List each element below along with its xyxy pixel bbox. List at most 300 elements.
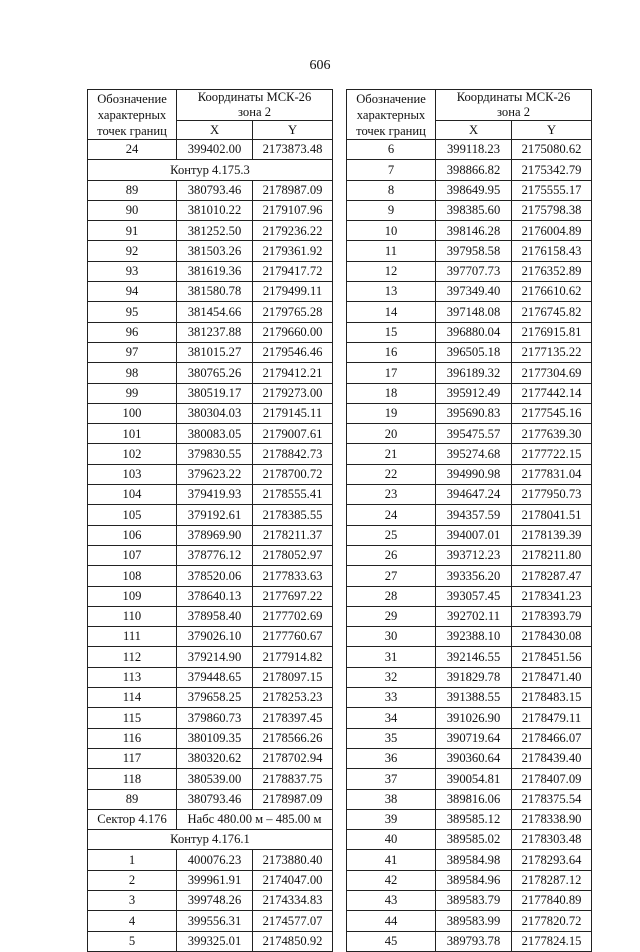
point-number-cell: 110 bbox=[88, 606, 177, 626]
x-coordinate-cell: 379448.65 bbox=[177, 667, 253, 687]
x-coordinate-cell: 390719.64 bbox=[436, 728, 512, 748]
table-row bbox=[347, 545, 592, 565]
table-row bbox=[347, 180, 592, 200]
y-coordinate-cell: 2177833.63 bbox=[253, 566, 333, 586]
y-coordinate-cell: 2178566.26 bbox=[253, 728, 333, 748]
header-line: характерных bbox=[356, 107, 426, 122]
coords-column-header bbox=[436, 90, 592, 121]
point-number-cell: 30 bbox=[347, 627, 436, 647]
table-row bbox=[347, 403, 592, 423]
y-coordinate-cell: 2178211.80 bbox=[512, 545, 592, 565]
x-coordinate-cell: 379658.25 bbox=[177, 688, 253, 708]
table-row bbox=[347, 485, 592, 505]
table-row bbox=[88, 180, 333, 200]
table-row bbox=[347, 830, 592, 850]
y-coordinate-cell: 2174850.92 bbox=[253, 931, 333, 951]
x-coordinate-cell: 389584.98 bbox=[436, 850, 512, 870]
y-coordinate-cell: 2178555.41 bbox=[253, 485, 333, 505]
x-coordinate-cell: 379026.10 bbox=[177, 627, 253, 647]
table-row bbox=[88, 383, 333, 403]
y-coordinate-cell: 2178303.48 bbox=[512, 830, 592, 850]
y-coordinate-cell: 2178471.40 bbox=[512, 667, 592, 687]
point-number-cell: 11 bbox=[347, 241, 436, 261]
y-coordinate-cell: 2178139.39 bbox=[512, 525, 592, 545]
y-coordinate-cell: 2176915.81 bbox=[512, 322, 592, 342]
y-coordinate-cell: 2178341.23 bbox=[512, 586, 592, 606]
table-row bbox=[88, 708, 333, 728]
x-column-header: X bbox=[436, 121, 512, 140]
point-number-cell: 19 bbox=[347, 403, 436, 423]
y-coordinate-cell: 2178702.94 bbox=[253, 748, 333, 768]
y-coordinate-cell: 2178385.55 bbox=[253, 505, 333, 525]
x-coordinate-cell: 398385.60 bbox=[436, 200, 512, 220]
point-number-cell: 12 bbox=[347, 261, 436, 281]
table-row bbox=[347, 870, 592, 890]
table-row bbox=[347, 728, 592, 748]
point-number-cell: 2 bbox=[88, 870, 177, 890]
y-coordinate-cell: 2178987.09 bbox=[253, 789, 333, 809]
table-row bbox=[347, 931, 592, 951]
table-row bbox=[88, 789, 333, 809]
y-coordinate-cell: 2177722.15 bbox=[512, 444, 592, 464]
point-number-cell: 94 bbox=[88, 282, 177, 302]
y-coordinate-cell: 2178479.11 bbox=[512, 708, 592, 728]
point-number-cell: 115 bbox=[88, 708, 177, 728]
point-number-cell: 114 bbox=[88, 688, 177, 708]
x-coordinate-cell: 389583.79 bbox=[436, 890, 512, 910]
x-coordinate-cell: 379419.93 bbox=[177, 485, 253, 505]
point-number-cell: 25 bbox=[347, 525, 436, 545]
y-coordinate-cell: 2177840.89 bbox=[512, 890, 592, 910]
x-coordinate-cell: 399748.26 bbox=[177, 890, 253, 910]
y-coordinate-cell: 2176004.89 bbox=[512, 221, 592, 241]
y-coordinate-cell: 2177950.73 bbox=[512, 485, 592, 505]
header-line: зона 2 bbox=[238, 105, 271, 119]
x-coordinate-cell: 379192.61 bbox=[177, 505, 253, 525]
x-coordinate-cell: 399402.00 bbox=[177, 140, 253, 160]
y-coordinate-cell: 2178700.72 bbox=[253, 464, 333, 484]
table-row bbox=[88, 505, 333, 525]
x-coordinate-cell: 392388.10 bbox=[436, 627, 512, 647]
y-coordinate-cell: 2173873.48 bbox=[253, 140, 333, 160]
header-line: зона 2 bbox=[497, 105, 530, 119]
table-row bbox=[88, 464, 333, 484]
y-coordinate-cell: 2175555.17 bbox=[512, 180, 592, 200]
point-number-cell: 92 bbox=[88, 241, 177, 261]
point-number-cell: 21 bbox=[347, 444, 436, 464]
x-coordinate-cell: 394357.59 bbox=[436, 505, 512, 525]
point-number-cell: 13 bbox=[347, 282, 436, 302]
table-row bbox=[347, 769, 592, 789]
table-row bbox=[88, 444, 333, 464]
table-row bbox=[347, 200, 592, 220]
table-row bbox=[347, 525, 592, 545]
sector-label: Сектор 4.176 bbox=[88, 809, 177, 829]
x-coordinate-cell: 393356.20 bbox=[436, 566, 512, 586]
header-line: Координаты МСК-26 bbox=[197, 90, 312, 104]
point-number-cell: 37 bbox=[347, 769, 436, 789]
y-coordinate-cell: 2175342.79 bbox=[512, 160, 592, 180]
y-coordinate-cell: 2174334.83 bbox=[253, 890, 333, 910]
point-number-cell: 90 bbox=[88, 200, 177, 220]
x-coordinate-cell: 399961.91 bbox=[177, 870, 253, 890]
table-row bbox=[88, 606, 333, 626]
coordinates-table-right bbox=[346, 89, 592, 952]
y-coordinate-cell: 2176352.89 bbox=[512, 261, 592, 281]
x-coordinate-cell: 397707.73 bbox=[436, 261, 512, 281]
y-coordinate-cell: 2177824.15 bbox=[512, 931, 592, 951]
point-number-cell: 14 bbox=[347, 302, 436, 322]
point-number-cell: 27 bbox=[347, 566, 436, 586]
x-coordinate-cell: 381237.88 bbox=[177, 322, 253, 342]
point-number-cell: 42 bbox=[347, 870, 436, 890]
x-coordinate-cell: 398649.95 bbox=[436, 180, 512, 200]
y-coordinate-cell: 2179107.96 bbox=[253, 200, 333, 220]
table-row bbox=[347, 160, 592, 180]
x-coordinate-cell: 399556.31 bbox=[177, 911, 253, 931]
table-row bbox=[88, 566, 333, 586]
point-column-header bbox=[347, 90, 436, 140]
x-coordinate-cell: 380793.46 bbox=[177, 180, 253, 200]
x-coordinate-cell: 393712.23 bbox=[436, 545, 512, 565]
x-coordinate-cell: 396505.18 bbox=[436, 342, 512, 362]
table-row bbox=[88, 140, 333, 160]
x-coordinate-cell: 380539.00 bbox=[177, 769, 253, 789]
table-row bbox=[88, 525, 333, 545]
x-coordinate-cell: 399325.01 bbox=[177, 931, 253, 951]
table-row bbox=[88, 647, 333, 667]
point-number-cell: 89 bbox=[88, 180, 177, 200]
point-number-cell: 24 bbox=[347, 505, 436, 525]
point-number-cell: 105 bbox=[88, 505, 177, 525]
point-number-cell: 16 bbox=[347, 342, 436, 362]
sector-height-range: Набс 480.00 м – 485.00 м bbox=[177, 809, 333, 829]
x-coordinate-cell: 380304.03 bbox=[177, 403, 253, 423]
contour-row bbox=[88, 830, 333, 850]
y-coordinate-cell: 2179660.00 bbox=[253, 322, 333, 342]
x-coordinate-cell: 379860.73 bbox=[177, 708, 253, 728]
point-number-cell: 117 bbox=[88, 748, 177, 768]
table-row bbox=[88, 485, 333, 505]
point-number-cell: 106 bbox=[88, 525, 177, 545]
y-column-header: Y bbox=[512, 121, 592, 140]
table-row bbox=[88, 667, 333, 687]
y-coordinate-cell: 2179546.46 bbox=[253, 342, 333, 362]
table-row bbox=[88, 545, 333, 565]
y-coordinate-cell: 2177831.04 bbox=[512, 464, 592, 484]
x-coordinate-cell: 389583.99 bbox=[436, 911, 512, 931]
table-row bbox=[347, 688, 592, 708]
header-line: Координаты МСК-26 bbox=[456, 90, 571, 104]
table-row bbox=[88, 748, 333, 768]
point-number-cell: 28 bbox=[347, 586, 436, 606]
x-coordinate-cell: 394990.98 bbox=[436, 464, 512, 484]
x-coordinate-cell: 396189.32 bbox=[436, 363, 512, 383]
x-coordinate-cell: 391829.78 bbox=[436, 667, 512, 687]
header-line: точек границ bbox=[356, 123, 426, 138]
table-row bbox=[347, 241, 592, 261]
point-number-cell: 4 bbox=[88, 911, 177, 931]
point-number-cell: 116 bbox=[88, 728, 177, 748]
x-coordinate-cell: 389793.78 bbox=[436, 931, 512, 951]
x-coordinate-cell: 381454.66 bbox=[177, 302, 253, 322]
x-coordinate-cell: 391026.90 bbox=[436, 708, 512, 728]
table-row bbox=[88, 890, 333, 910]
y-coordinate-cell: 2178041.51 bbox=[512, 505, 592, 525]
y-coordinate-cell: 2178837.75 bbox=[253, 769, 333, 789]
table-row bbox=[347, 302, 592, 322]
y-coordinate-cell: 2178466.07 bbox=[512, 728, 592, 748]
table-row bbox=[347, 890, 592, 910]
point-number-cell: 31 bbox=[347, 647, 436, 667]
y-coordinate-cell: 2177760.67 bbox=[253, 627, 333, 647]
point-number-cell: 107 bbox=[88, 545, 177, 565]
point-number-cell: 96 bbox=[88, 322, 177, 342]
x-coordinate-cell: 397148.08 bbox=[436, 302, 512, 322]
x-coordinate-cell: 389585.12 bbox=[436, 809, 512, 829]
x-coordinate-cell: 378520.06 bbox=[177, 566, 253, 586]
y-coordinate-cell: 2178052.97 bbox=[253, 545, 333, 565]
point-number-cell: 1 bbox=[88, 850, 177, 870]
x-coordinate-cell: 397349.40 bbox=[436, 282, 512, 302]
header-line: характерных bbox=[97, 107, 167, 122]
y-coordinate-cell: 2179145.11 bbox=[253, 403, 333, 423]
point-number-cell: 33 bbox=[347, 688, 436, 708]
point-number-cell: 24 bbox=[88, 140, 177, 160]
table-row bbox=[347, 363, 592, 383]
x-coordinate-cell: 398146.28 bbox=[436, 221, 512, 241]
y-coordinate-cell: 2176158.43 bbox=[512, 241, 592, 261]
x-coordinate-cell: 380109.35 bbox=[177, 728, 253, 748]
table-row bbox=[88, 282, 333, 302]
x-coordinate-cell: 381580.78 bbox=[177, 282, 253, 302]
x-coordinate-cell: 381015.27 bbox=[177, 342, 253, 362]
table-row bbox=[347, 586, 592, 606]
table-row bbox=[88, 342, 333, 362]
y-coordinate-cell: 2177135.22 bbox=[512, 342, 592, 362]
table-row bbox=[347, 789, 592, 809]
table-row bbox=[88, 403, 333, 423]
table-row bbox=[347, 221, 592, 241]
table-row bbox=[88, 627, 333, 647]
y-coordinate-cell: 2178483.15 bbox=[512, 688, 592, 708]
contour-row bbox=[88, 160, 333, 180]
header-line: Обозначение bbox=[356, 91, 426, 106]
table-row bbox=[88, 200, 333, 220]
y-column-header: Y bbox=[253, 121, 333, 140]
x-coordinate-cell: 392146.55 bbox=[436, 647, 512, 667]
y-coordinate-cell: 2177304.69 bbox=[512, 363, 592, 383]
y-coordinate-cell: 2173880.40 bbox=[253, 850, 333, 870]
table-row bbox=[347, 505, 592, 525]
x-coordinate-cell: 394007.01 bbox=[436, 525, 512, 545]
point-number-cell: 103 bbox=[88, 464, 177, 484]
point-number-cell: 20 bbox=[347, 424, 436, 444]
y-coordinate-cell: 2176745.82 bbox=[512, 302, 592, 322]
table-row bbox=[88, 586, 333, 606]
x-coordinate-cell: 380083.05 bbox=[177, 424, 253, 444]
point-number-cell: 9 bbox=[347, 200, 436, 220]
x-coordinate-cell: 380320.62 bbox=[177, 748, 253, 768]
table-row bbox=[88, 322, 333, 342]
table-row bbox=[347, 424, 592, 444]
y-coordinate-cell: 2178407.09 bbox=[512, 769, 592, 789]
y-coordinate-cell: 2175080.62 bbox=[512, 140, 592, 160]
y-coordinate-cell: 2178293.64 bbox=[512, 850, 592, 870]
table-row bbox=[347, 748, 592, 768]
x-coordinate-cell: 389584.96 bbox=[436, 870, 512, 890]
x-coordinate-cell: 391388.55 bbox=[436, 688, 512, 708]
table-row bbox=[88, 850, 333, 870]
point-number-cell: 98 bbox=[88, 363, 177, 383]
point-number-cell: 102 bbox=[88, 444, 177, 464]
x-coordinate-cell: 395912.49 bbox=[436, 383, 512, 403]
contour-label: Контур 4.176.1 bbox=[88, 830, 333, 850]
table-row bbox=[88, 728, 333, 748]
y-coordinate-cell: 2175798.38 bbox=[512, 200, 592, 220]
point-number-cell: 95 bbox=[88, 302, 177, 322]
table-row bbox=[88, 363, 333, 383]
y-coordinate-cell: 2174577.07 bbox=[253, 911, 333, 931]
point-number-cell: 101 bbox=[88, 424, 177, 444]
point-number-cell: 8 bbox=[347, 180, 436, 200]
point-number-cell: 34 bbox=[347, 708, 436, 728]
y-coordinate-cell: 2178393.79 bbox=[512, 606, 592, 626]
x-coordinate-cell: 378640.13 bbox=[177, 586, 253, 606]
x-coordinate-cell: 390054.81 bbox=[436, 769, 512, 789]
table-row bbox=[347, 282, 592, 302]
y-coordinate-cell: 2179236.22 bbox=[253, 221, 333, 241]
point-number-cell: 40 bbox=[347, 830, 436, 850]
point-number-cell: 10 bbox=[347, 221, 436, 241]
point-column-header bbox=[88, 90, 177, 140]
x-coordinate-cell: 378776.12 bbox=[177, 545, 253, 565]
x-coordinate-cell: 389816.06 bbox=[436, 789, 512, 809]
y-coordinate-cell: 2178287.12 bbox=[512, 870, 592, 890]
table-row bbox=[347, 606, 592, 626]
x-coordinate-cell: 381010.22 bbox=[177, 200, 253, 220]
y-coordinate-cell: 2178451.56 bbox=[512, 647, 592, 667]
point-number-cell: 23 bbox=[347, 485, 436, 505]
y-coordinate-cell: 2178338.90 bbox=[512, 809, 592, 829]
table-row bbox=[88, 261, 333, 281]
x-coordinate-cell: 394647.24 bbox=[436, 485, 512, 505]
point-number-cell: 111 bbox=[88, 627, 177, 647]
point-number-cell: 118 bbox=[88, 769, 177, 789]
y-coordinate-cell: 2179765.28 bbox=[253, 302, 333, 322]
point-number-cell: 91 bbox=[88, 221, 177, 241]
table-row bbox=[347, 566, 592, 586]
y-coordinate-cell: 2177820.72 bbox=[512, 911, 592, 931]
x-coordinate-cell: 381503.26 bbox=[177, 241, 253, 261]
table-row bbox=[347, 647, 592, 667]
x-coordinate-cell: 381252.50 bbox=[177, 221, 253, 241]
point-number-cell: 32 bbox=[347, 667, 436, 687]
header-line: точек границ bbox=[97, 123, 167, 138]
header-line: Обозначение bbox=[97, 91, 167, 106]
table-row bbox=[347, 667, 592, 687]
table-row bbox=[347, 464, 592, 484]
point-number-cell: 17 bbox=[347, 363, 436, 383]
x-coordinate-cell: 381619.36 bbox=[177, 261, 253, 281]
x-column-header: X bbox=[177, 121, 253, 140]
point-number-cell: 38 bbox=[347, 789, 436, 809]
x-coordinate-cell: 395475.57 bbox=[436, 424, 512, 444]
y-coordinate-cell: 2179412.21 bbox=[253, 363, 333, 383]
x-coordinate-cell: 396880.04 bbox=[436, 322, 512, 342]
x-coordinate-cell: 380765.26 bbox=[177, 363, 253, 383]
table-row bbox=[347, 261, 592, 281]
point-number-cell: 100 bbox=[88, 403, 177, 423]
table-row bbox=[88, 221, 333, 241]
y-coordinate-cell: 2179273.00 bbox=[253, 383, 333, 403]
point-number-cell: 7 bbox=[347, 160, 436, 180]
table-row bbox=[88, 769, 333, 789]
contour-label: Контур 4.175.3 bbox=[88, 160, 333, 180]
y-coordinate-cell: 2178253.23 bbox=[253, 688, 333, 708]
point-number-cell: 45 bbox=[347, 931, 436, 951]
table-row bbox=[88, 870, 333, 890]
x-coordinate-cell: 390360.64 bbox=[436, 748, 512, 768]
x-coordinate-cell: 379830.55 bbox=[177, 444, 253, 464]
y-coordinate-cell: 2178430.08 bbox=[512, 627, 592, 647]
y-coordinate-cell: 2177545.16 bbox=[512, 403, 592, 423]
table-row bbox=[88, 688, 333, 708]
point-number-cell: 26 bbox=[347, 545, 436, 565]
x-coordinate-cell: 380519.17 bbox=[177, 383, 253, 403]
x-coordinate-cell: 395690.83 bbox=[436, 403, 512, 423]
x-coordinate-cell: 400076.23 bbox=[177, 850, 253, 870]
point-number-cell: 93 bbox=[88, 261, 177, 281]
table-row bbox=[88, 302, 333, 322]
point-number-cell: 35 bbox=[347, 728, 436, 748]
y-coordinate-cell: 2176610.62 bbox=[512, 282, 592, 302]
point-number-cell: 104 bbox=[88, 485, 177, 505]
y-coordinate-cell: 2178987.09 bbox=[253, 180, 333, 200]
y-coordinate-cell: 2177442.14 bbox=[512, 383, 592, 403]
table-row bbox=[347, 322, 592, 342]
table-row bbox=[88, 241, 333, 261]
table-row bbox=[347, 809, 592, 829]
point-number-cell: 18 bbox=[347, 383, 436, 403]
y-coordinate-cell: 2178097.15 bbox=[253, 667, 333, 687]
sector-row bbox=[88, 809, 333, 829]
coords-column-header bbox=[177, 90, 333, 121]
point-number-cell: 41 bbox=[347, 850, 436, 870]
y-coordinate-cell: 2178287.47 bbox=[512, 566, 592, 586]
page-number: 606 bbox=[309, 58, 331, 73]
point-number-cell: 113 bbox=[88, 667, 177, 687]
x-coordinate-cell: 379623.22 bbox=[177, 464, 253, 484]
table-row bbox=[347, 342, 592, 362]
x-coordinate-cell: 393057.45 bbox=[436, 586, 512, 606]
x-coordinate-cell: 397958.58 bbox=[436, 241, 512, 261]
y-coordinate-cell: 2179007.61 bbox=[253, 424, 333, 444]
table-row bbox=[347, 140, 592, 160]
table-row bbox=[88, 424, 333, 444]
x-coordinate-cell: 399118.23 bbox=[436, 140, 512, 160]
point-number-cell: 15 bbox=[347, 322, 436, 342]
point-number-cell: 108 bbox=[88, 566, 177, 586]
point-number-cell: 112 bbox=[88, 647, 177, 667]
y-coordinate-cell: 2178842.73 bbox=[253, 444, 333, 464]
point-number-cell: 5 bbox=[88, 931, 177, 951]
point-number-cell: 89 bbox=[88, 789, 177, 809]
y-coordinate-cell: 2177914.82 bbox=[253, 647, 333, 667]
y-coordinate-cell: 2174047.00 bbox=[253, 870, 333, 890]
x-coordinate-cell: 395274.68 bbox=[436, 444, 512, 464]
y-coordinate-cell: 2179499.11 bbox=[253, 282, 333, 302]
